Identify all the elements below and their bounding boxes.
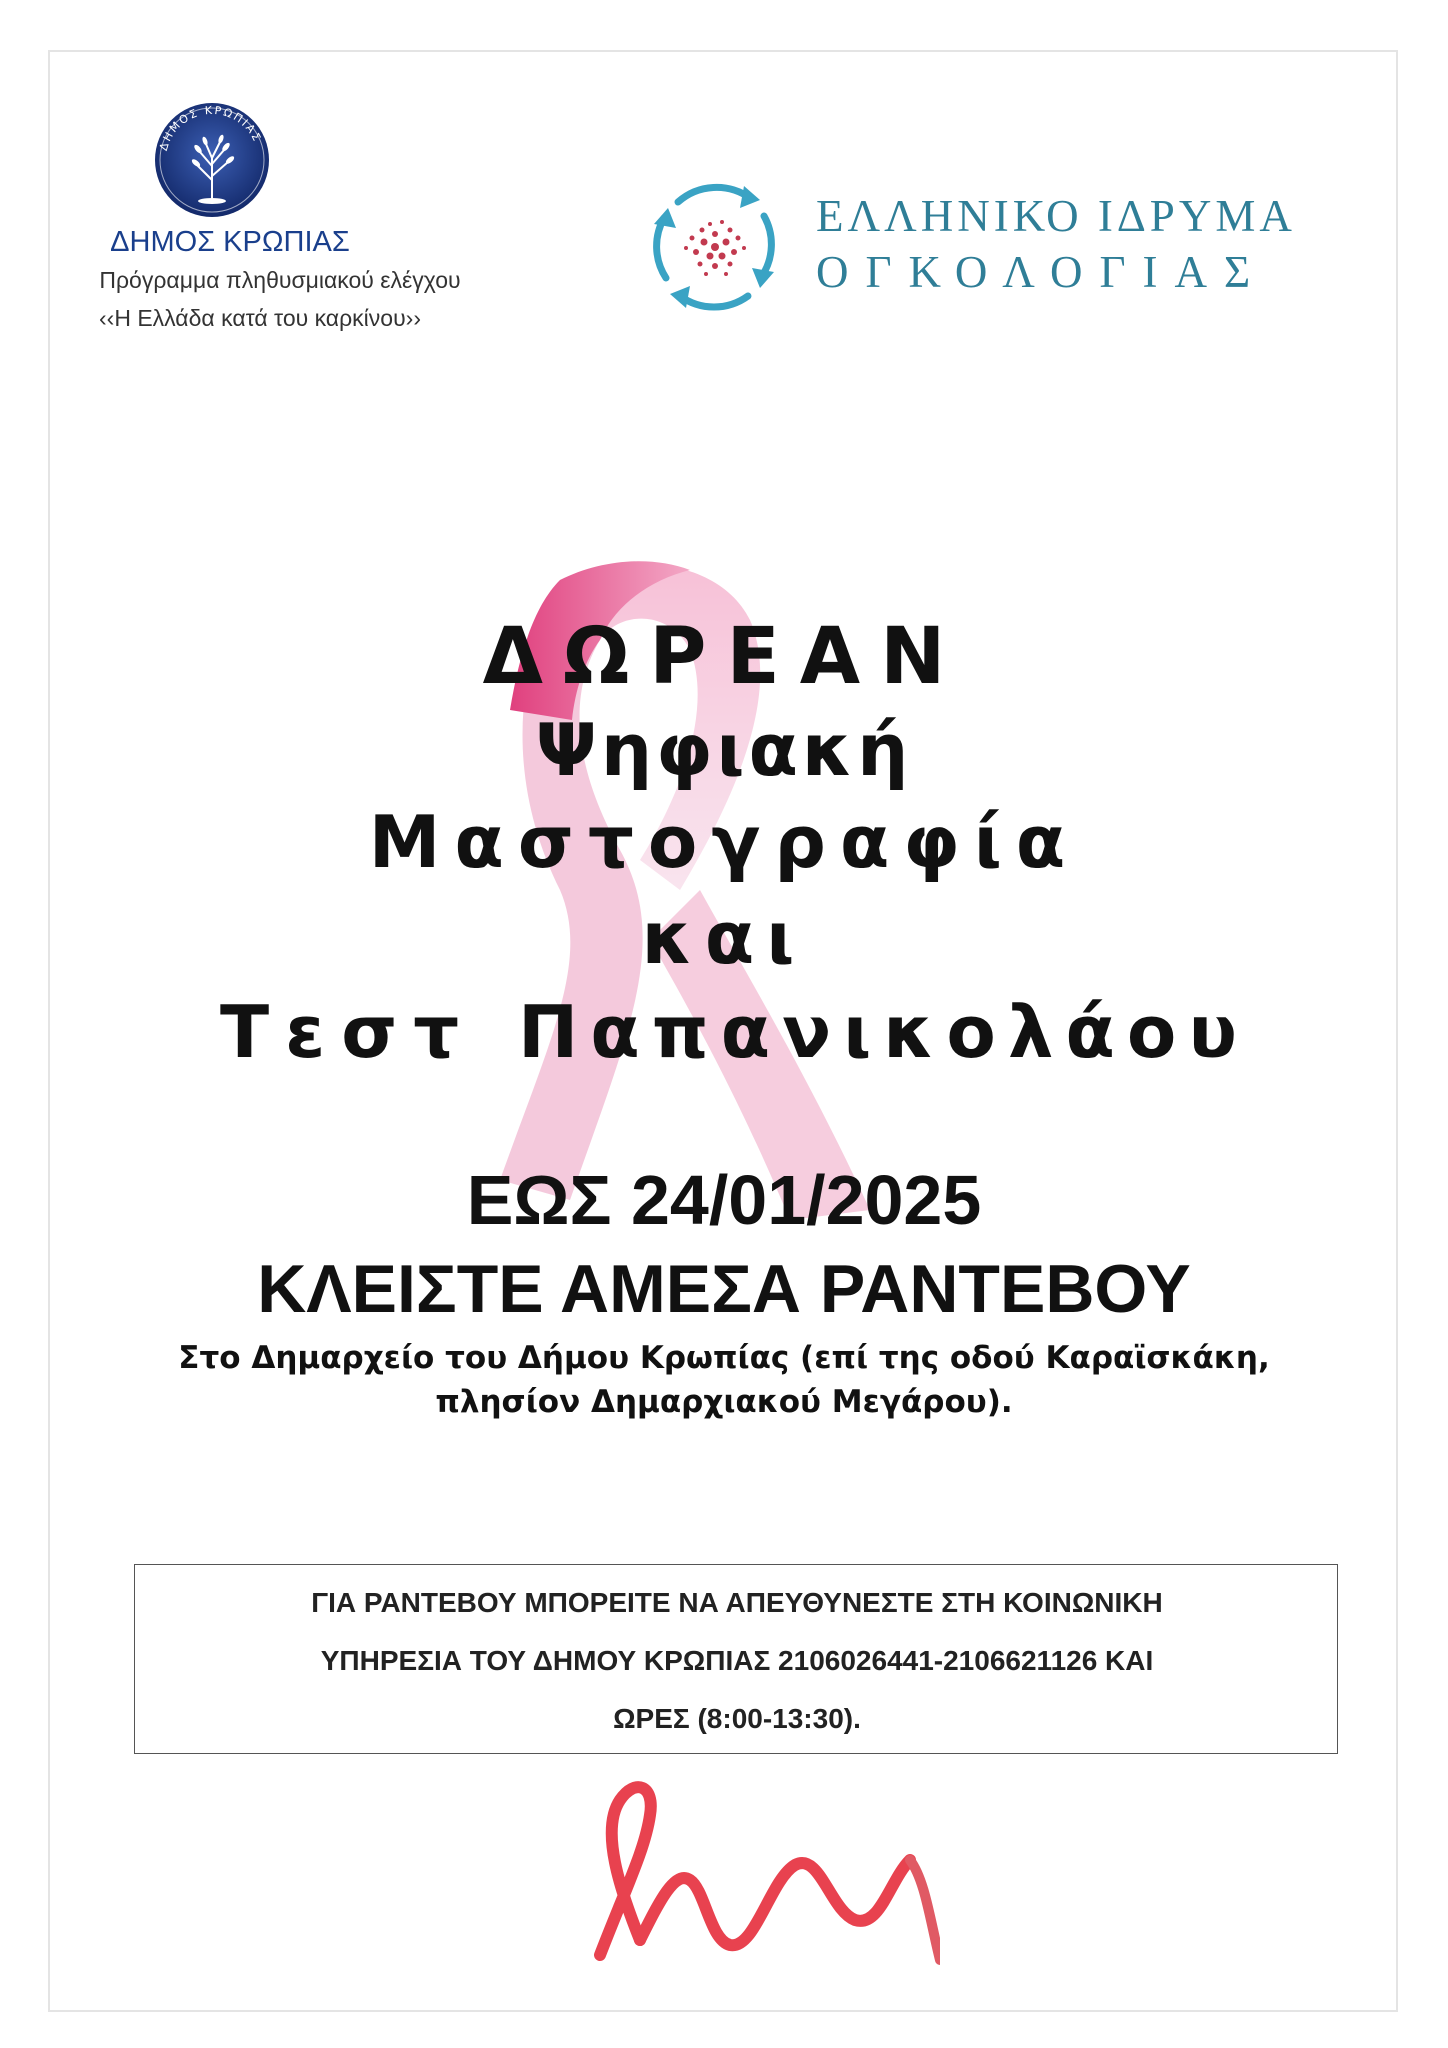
headline-test: Τεστ [220,990,476,1074]
headline-digital: Ψηφιακή [535,708,913,792]
program-slogan: ‹‹Η Ελλάδα κατά του καρκίνου›› [99,305,421,331]
olive-tree-seal-icon [144,100,280,220]
address-line1: Στο Δημαρχείο του Δήμου Κρωπίας (επί της οδού Καραϊσκάκη, [178,1340,1270,1376]
circular-arrows-cells-icon [640,172,790,322]
headline-and: και [641,896,807,980]
headline-mammography: Μαστογραφία [368,800,1080,884]
red-ribbon-icon [580,1770,940,1970]
contact-line1: ΓΙΑ ΡΑΝΤΕΒΟΥ ΜΠΟΡΕΙΤΕ ΝΑ ΑΠΕΥΘΥΝΕΣΤΕ ΣΤΗ ΚΟΙΝΩΝΙΚΗ [311,1587,1163,1618]
contact-line3: ΩΡΕΣ (8:00-13:30). [613,1703,861,1734]
foundation-name-line1: ΕΛΛΗΝΙΚΟ ΙΔΡΥΜΑ [816,191,1296,241]
seal-text: ΔΗΜΟΣ ΚΡΩΠΙΑΣ [156,103,265,153]
foundation-name-line2: ΟΓΚΟΛΟΓΙΑΣ [816,247,1268,297]
deadline-date: ΕΩΣ 24/01/2025 [466,1161,982,1239]
contact-info-box [134,1564,1338,1754]
call-to-action: ΚΛΕΙΣΤΕ ΑΜΕΣΑ ΡΑΝΤΕΒΟΥ [257,1251,1191,1327]
headline-papanicolaou: Παπανικολάου [518,990,1249,1074]
address-line2: πλησίον Δημαρχιακού Μεγάρου). [435,1384,1013,1420]
contact-line2: ΥΠΗΡΕΣΙΑ ΤΟΥ ΔΗΜΟΥ ΚΡΩΠΙΑΣ 2106026441-2106621126 ΚΑΙ [320,1645,1154,1676]
headline-free: ΔΩΡΕΑΝ [482,612,966,702]
program-title: Πρόγραμμα πληθυσμιακού ελέγχου [99,267,461,293]
municipality-name: ΔΗΜΟΣ ΚΡΩΠΙΑΣ [110,226,350,258]
